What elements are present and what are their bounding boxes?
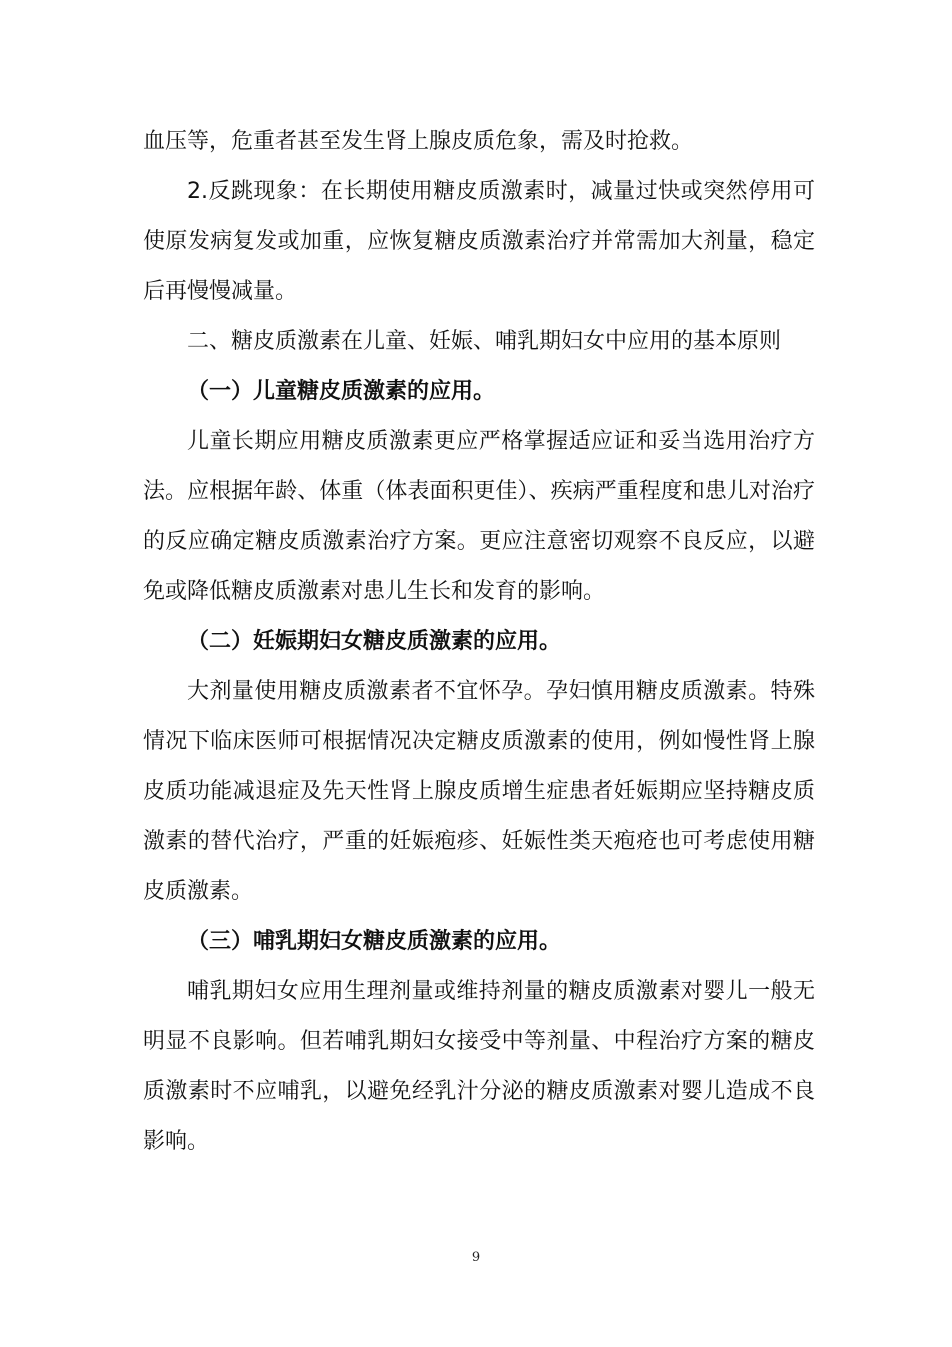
paragraph-pregnancy: 大剂量使用糖皮质激素者不宜怀孕。孕妇慎用糖皮质激素。特殊情况下临床医师可根据情况决定糖皮质激素的使用，例如慢性肾上腺皮质功能减退症及先天性肾上腺皮质增生症患者妊娠期应坚持糖皮质激素的替代治疗，严重的妊娠疱疹、妊娠性类天疱疮也可考虑使用糖皮质激素。 <box>143 679 815 904</box>
paragraph-children: 儿童长期应用糖皮质激素更应严格掌握适应证和妥当选用治疗方法。应根据年龄、体重（体表面积更佳）、疾病严重程度和患儿对治疗的反应确定糖皮质激素治疗方案。更应注意密切观察不良反应，以避免或降低糖皮质激素对患儿生长和发育的影响。 <box>143 429 815 604</box>
subheading-lactation: （三）哺乳期妇女糖皮质激素的应用。 <box>187 929 562 954</box>
section-title-basic-principles: 二、糖皮质激素在儿童、妊娠、哺乳期妇女中应用的基本原则 <box>187 329 782 354</box>
page-content <box>143 117 815 1167</box>
paragraph-adrenal-crisis: 血压等，危重者甚至发生肾上腺皮质危象，需及时抢救。 <box>143 129 694 154</box>
paragraph-rebound-phenomenon: 2.反跳现象：在长期使用糖皮质激素时，减量过快或突然停用可使原发病复发或加重，应恢复糖皮质激素治疗并常需加大剂量，稳定后再慢慢减量。 <box>143 179 815 304</box>
paragraph-lactation: 哺乳期妇女应用生理剂量或维持剂量的糖皮质激素对婴儿一般无明显不良影响。但若哺乳期妇女接受中等剂量、中程治疗方案的糖皮质激素时不应哺乳，以避免经乳汁分泌的糖皮质激素对婴儿造成不良影响。 <box>143 979 815 1154</box>
subheading-pregnancy: （二）妊娠期妇女糖皮质激素的应用。 <box>187 629 562 654</box>
subheading-children: （一）儿童糖皮质激素的应用。 <box>187 379 496 404</box>
page-number: 9 <box>471 1250 481 1265</box>
